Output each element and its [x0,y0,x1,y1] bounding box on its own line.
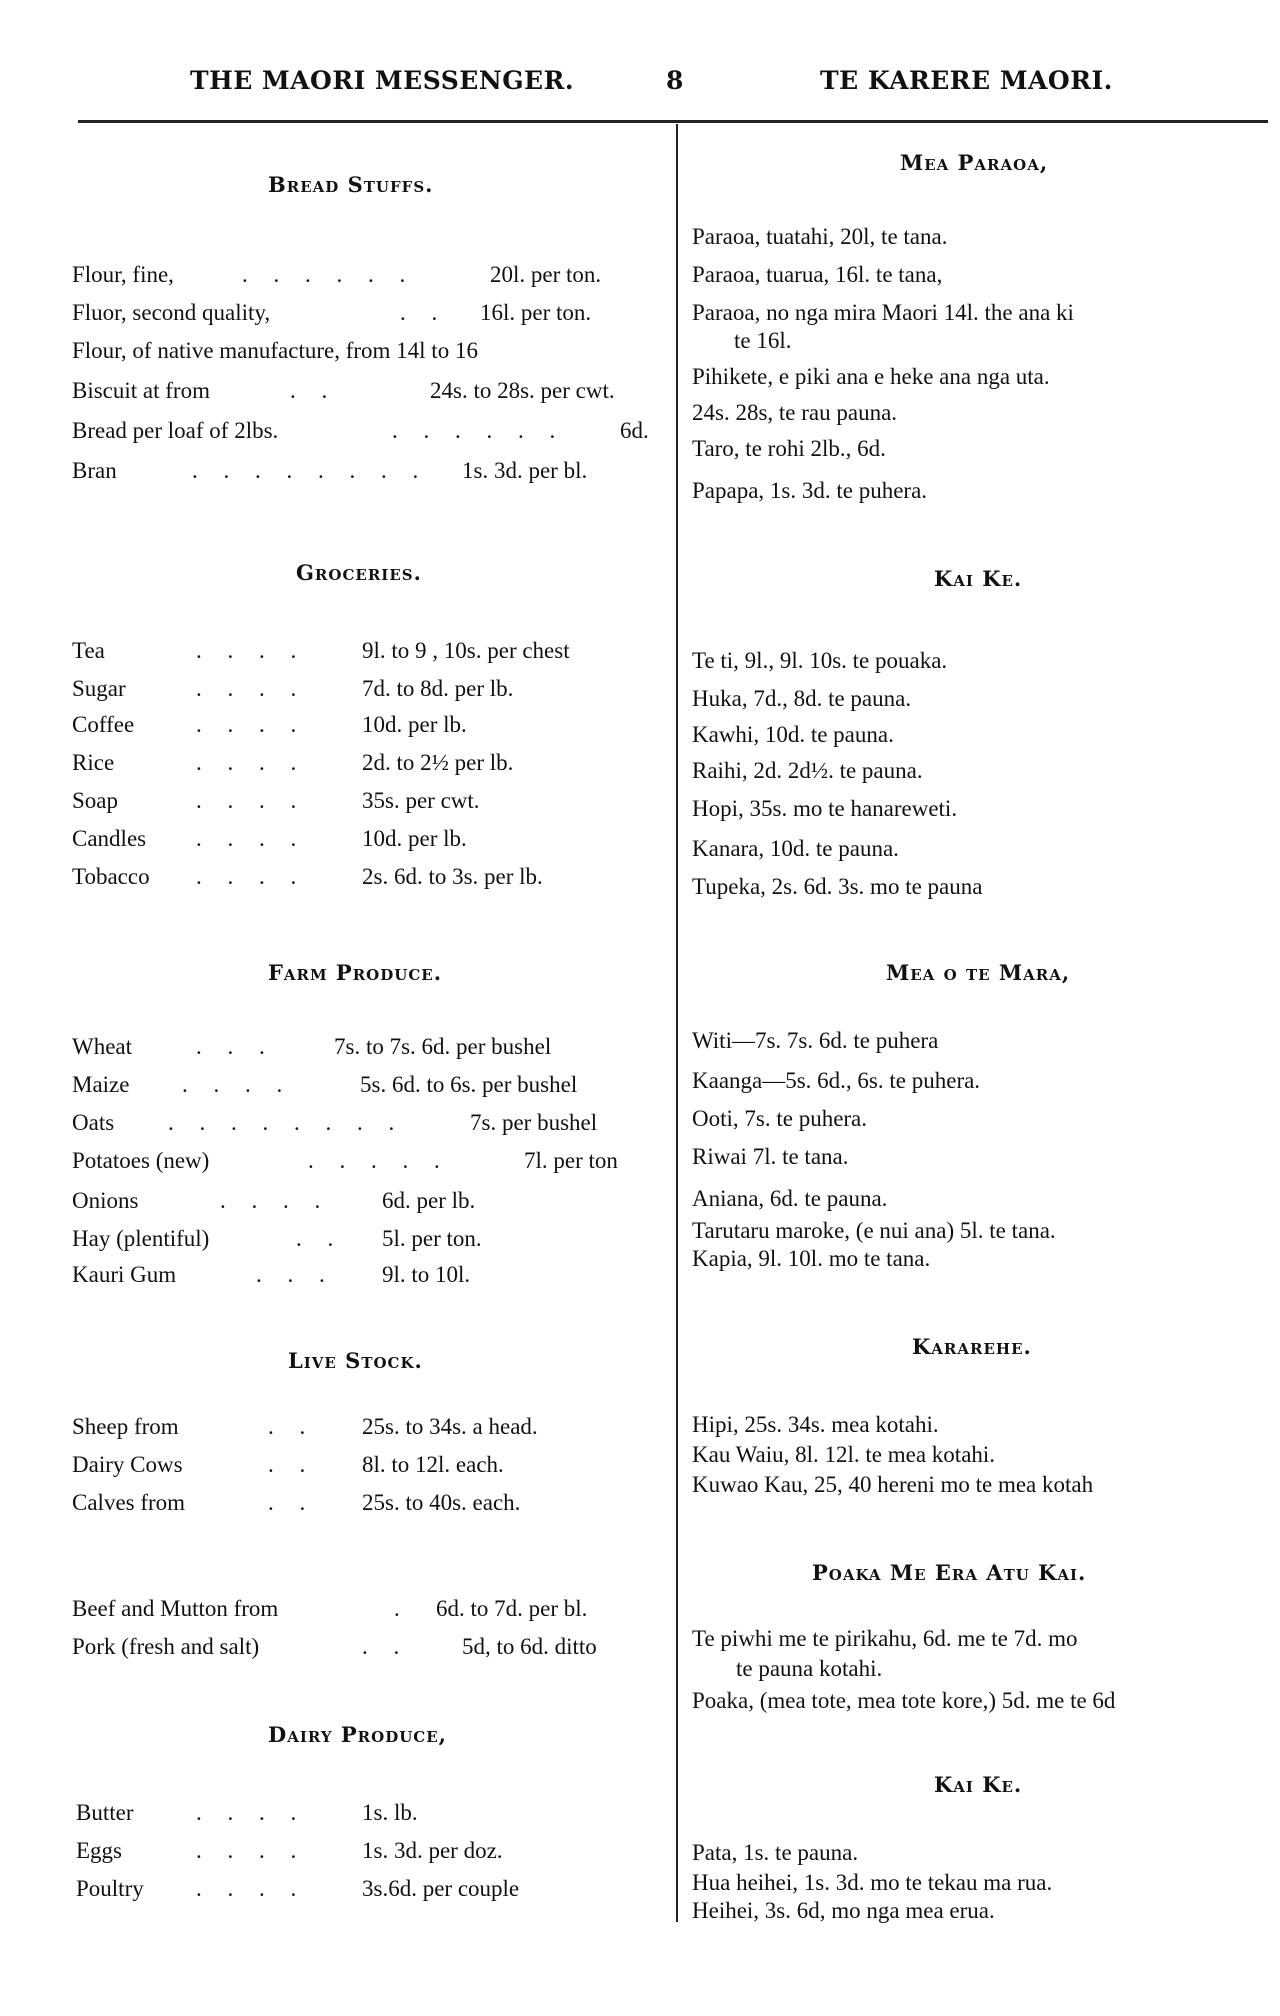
leader-dots: . . . . . [308,1148,450,1173]
price-line: Paraoa, tuatahi, 20l, te tana. [692,224,948,249]
item-price: 3s.6d. per couple [362,1876,520,1901]
price-line: Witi—7s. 7s. 6d. te puhera [692,1028,939,1053]
item-price: 7s. to 7s. 6d. per bushel [334,1034,552,1059]
item-name: Sheep from [72,1414,179,1439]
leader-dots: . [394,1596,410,1621]
price-line: Kuwao Kau, 25, 40 hereni mo te mea kotah [692,1472,1094,1497]
leader-dots: . . . . [196,712,307,737]
price-line: Pihikete, e piki ana e heke ana nga uta. [692,364,1050,389]
leader-dots: . . [268,1452,316,1477]
price-line: Kawhi, 10d. te pauna. [692,722,894,747]
item-price: 7s. per bushel [470,1110,598,1135]
leader-dots: . . . . [196,1876,307,1901]
item-name: Oats [72,1110,115,1135]
price-line: Paraoa, no nga mira Maori 14l. the ana ki [692,300,1074,325]
item-price: 6d. per lb. [382,1188,476,1213]
item-name: Beef and Mutton from [72,1596,279,1621]
item-price: 10d. per lb. [362,826,467,851]
item-name: Tobacco [72,864,150,889]
price-line: te pauna kotahi. [736,1656,883,1681]
price-line: 24s. 28s, te rau pauna. [692,400,898,425]
page-header [0,66,1280,106]
item-price: 7d. to 8d. per lb. [362,676,514,701]
section-title-farm: Farm Produce. [268,960,443,985]
page-number: 8 [666,66,684,95]
item-name: Calves from [72,1490,186,1515]
leader-dots: . . [290,378,338,403]
item-price: 7l. per ton [524,1148,618,1173]
item-name: Maize [72,1072,130,1097]
item-price: 5l. per ton. [382,1226,482,1251]
leader-dots: . . . . [220,1188,331,1213]
header-english-title: THE MAORI MESSENGER. [190,66,575,95]
price-line: Papapa, 1s. 3d. te puhera. [692,478,928,503]
item-price: 6d. [620,418,649,443]
item-name: Bran [72,458,117,483]
item-price: 20l. per ton. [490,262,602,287]
item-price: 9l. to 9 , 10s. per chest [362,638,570,663]
item-name: Flour, of native manufacture, from 14l to 16 [72,338,478,363]
price-line: Taro, te rohi 2lb., 6d. [692,436,886,461]
item-name: Sugar [72,676,126,701]
leader-dots: . . . . [196,1800,307,1825]
item-price: 35s. per cwt. [362,788,480,813]
item-name: Soap [72,788,118,813]
item-name: Hay (plentiful) [72,1226,210,1251]
leader-dots: . . . . . . [392,418,566,443]
item-price: 5s. 6d. to 6s. per bushel [360,1072,578,1097]
item-name: Candles [72,826,147,851]
item-price: 8l. to 12l. each. [362,1452,504,1477]
leader-dots: . . . . [196,750,307,775]
leader-dots: . . [268,1490,316,1515]
price-line: Kapia, 9l. 10l. mo te tana. [692,1246,931,1271]
item-name: Onions [72,1188,139,1213]
price-line: Pata, 1s. te pauna. [692,1840,859,1865]
price-line: Huka, 7d., 8d. te pauna. [692,686,912,711]
item-price: 2d. to 2½ per lb. [362,750,514,775]
leader-dots: . . . . . . . . [192,458,429,483]
leader-dots: . . . . [196,676,307,701]
price-line: Paraoa, tuarua, 16l. te tana, [692,262,943,287]
header-maori-title: TE KARERE MAORI. [820,66,1113,95]
item-price: 25s. to 40s. each. [362,1490,521,1515]
item-name: Pork (fresh and salt) [72,1634,260,1659]
leader-dots: . . . . [196,826,307,851]
leader-dots: . . . . [196,1838,307,1863]
price-line: Poaka, (mea tote, mea tote kore,) 5d. me te 6d [692,1688,1116,1713]
price-line: Kanara, 10d. te pauna. [692,836,899,861]
item-price: 9l. to 10l. [382,1262,471,1287]
price-line: Hua heihei, 1s. 3d. mo te tekau ma rua. [692,1870,1053,1895]
price-line: Heihei, 3s. 6d, mo nga mea erua. [692,1898,995,1923]
price-line: Riwai 7l. te tana. [692,1144,849,1169]
leader-dots: . . . . [196,788,307,813]
item-price: 5d, to 6d. ditto [462,1634,597,1659]
item-price: 25s. to 34s. a head. [362,1414,538,1439]
price-line: Tarutaru maroke, (e nui ana) 5l. te tana. [692,1218,1056,1243]
leader-dots: . . . . [196,864,307,889]
item-name: Biscuit at from [72,378,210,403]
section-title-mara: Mea o te Mara, [886,960,1071,985]
item-name: Wheat [72,1034,133,1059]
item-price: 1s. 3d. per bl. [462,458,588,483]
item-price: 2s. 6d. to 3s. per lb. [362,864,543,889]
leader-dots: . . . . . . . . [168,1110,405,1135]
section-title-kai-ke-2: Kai Ke. [934,1772,1023,1797]
leader-dots: . . . . [196,638,307,663]
item-name: Coffee [72,712,135,737]
price-line: Tupeka, 2s. 6d. 3s. mo te pauna [692,874,983,899]
item-name: Tea [72,638,105,663]
price-line: Hipi, 25s. 34s. mea kotahi. [692,1412,939,1437]
price-line: Hopi, 35s. mo te hanareweti. [692,796,958,821]
item-name: Butter [76,1800,134,1825]
leader-dots: . . [296,1226,344,1251]
section-title-kararehe: Kararehe. [912,1334,1032,1359]
column-divider [676,124,678,1922]
section-title-dairy: Dairy Produce, [268,1722,447,1747]
item-name: Potatoes (new) [72,1148,210,1173]
section-title-kai-ke: Kai Ke. [934,566,1023,591]
item-name: Dairy Cows [72,1452,183,1477]
leader-dots: . . [268,1414,316,1439]
header-rule [78,120,1268,123]
item-price: 24s. to 28s. per cwt. [430,378,615,403]
item-price: 16l. per ton. [480,300,592,325]
price-line: Te piwhi me te pirikahu, 6d. me te 7d. mo [692,1626,1078,1651]
price-line: Kaanga—5s. 6d., 6s. te puhera. [692,1068,981,1093]
item-price: 10d. per lb. [362,712,467,737]
section-title-live-stock: Live Stock. [288,1348,423,1373]
section-title-bread: Bread Stuffs. [268,172,434,197]
item-price: 6d. to 7d. per bl. [436,1596,588,1621]
leader-dots: . . [362,1634,410,1659]
item-name: Poultry [76,1876,144,1901]
item-name: Rice [72,750,115,775]
item-name: Kauri Gum [72,1262,177,1287]
leader-dots: . . [400,300,448,325]
item-name: Bread per loaf of 2lbs. [72,418,279,443]
price-line: Ooti, 7s. te puhera. [692,1106,868,1131]
price-line: te 16l. [734,328,792,353]
item-price: 1s. 3d. per doz. [362,1838,503,1863]
section-title-poaka: Poaka Me Era Atu Kai. [812,1560,1087,1585]
leader-dots: . . . [196,1034,275,1059]
price-line: Kau Waiu, 8l. 12l. te mea kotahi. [692,1442,996,1467]
section-title-groceries: Groceries. [296,560,422,585]
section-title-paraoa: Mea Paraoa, [900,150,1049,175]
price-line: Raihi, 2d. 2d½. te pauna. [692,758,923,783]
leader-dots: . . . . [182,1072,293,1097]
price-line: Aniana, 6d. te pauna. [692,1186,888,1211]
price-line: Te ti, 9l., 9l. 10s. te pouaka. [692,648,948,673]
item-name: Fluor, second quality, [72,300,271,325]
leader-dots: . . . . . . [242,262,416,287]
item-name: Eggs [76,1838,122,1863]
item-name: Flour, fine, [72,262,174,287]
item-price: 1s. lb. [362,1800,418,1825]
leader-dots: . . . [256,1262,335,1287]
